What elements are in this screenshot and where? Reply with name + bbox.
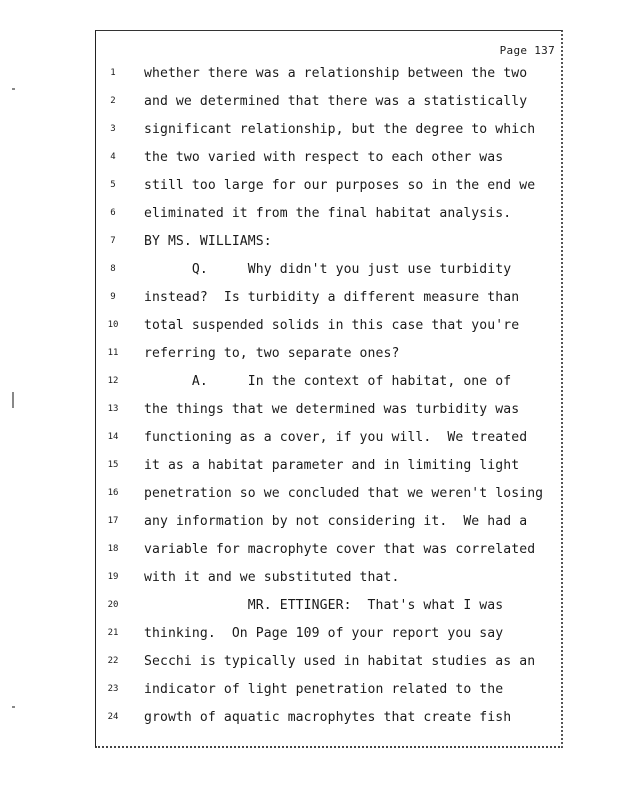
line-number: 5 xyxy=(110,180,116,190)
page-number: Page 137 xyxy=(499,44,555,57)
line-text: Secchi is typically used in habitat studies as an xyxy=(144,654,536,669)
line-text: any information by not considering it. We had a xyxy=(144,514,528,529)
line-number: 17 xyxy=(107,516,119,526)
line-number: 16 xyxy=(107,488,119,498)
transcript-line xyxy=(96,120,562,140)
line-number: 8 xyxy=(110,264,116,274)
line-number: 15 xyxy=(107,460,119,470)
transcript-line xyxy=(96,540,562,560)
line-number: 4 xyxy=(110,152,116,162)
line-number: 18 xyxy=(107,544,119,554)
transcript-line xyxy=(96,372,562,392)
line-text: total suspended solids in this case that you're xyxy=(144,318,520,333)
line-text: growth of aquatic macrophytes that create fish xyxy=(144,710,512,725)
transcript-line xyxy=(96,456,562,476)
line-text: the two varied with respect to each other was xyxy=(144,150,504,165)
transcript-line xyxy=(96,512,562,532)
transcript-line xyxy=(96,316,562,336)
transcript-line xyxy=(96,232,562,252)
line-number: 3 xyxy=(110,124,116,134)
line-number: 10 xyxy=(107,320,119,330)
scan-margin-mark-middle xyxy=(12,392,14,408)
transcript-line xyxy=(96,624,562,644)
line-text: the things that we determined was turbidity was xyxy=(144,402,520,417)
scan-margin-mark-bottom xyxy=(12,706,15,708)
line-number: 12 xyxy=(107,376,119,386)
transcript-line xyxy=(96,428,562,448)
transcript-line xyxy=(96,652,562,672)
transcript-line xyxy=(96,400,562,420)
line-number: 20 xyxy=(107,600,119,610)
line-text: and we determined that there was a statistically xyxy=(144,94,528,109)
line-text: MR. ETTINGER: That's what I was xyxy=(144,598,504,613)
transcript-line xyxy=(96,176,562,196)
transcript-line xyxy=(96,344,562,364)
transcript-line xyxy=(96,260,562,280)
line-number: 13 xyxy=(107,404,119,414)
line-text: eliminated it from the final habitat analysis. xyxy=(144,206,512,221)
line-text: whether there was a relationship between the two xyxy=(144,66,528,81)
line-text: still too large for our purposes so in the end we xyxy=(144,178,536,193)
line-text: functioning as a cover, if you will. We treated xyxy=(144,430,528,445)
transcript-line xyxy=(96,708,562,728)
line-number: 21 xyxy=(107,628,119,638)
line-number: 9 xyxy=(110,292,116,302)
line-text: BY MS. WILLIAMS: xyxy=(144,234,272,249)
line-text: it as a habitat parameter and in limiting light xyxy=(144,458,520,473)
line-text: thinking. On Page 109 of your report you say xyxy=(144,626,504,641)
transcript-line xyxy=(96,596,562,616)
line-text: referring to, two separate ones? xyxy=(144,346,400,361)
line-number: 1 xyxy=(110,68,116,78)
line-text: A. In the context of habitat, one of xyxy=(144,374,512,389)
line-number: 23 xyxy=(107,684,119,694)
transcript-line xyxy=(96,484,562,504)
line-number: 2 xyxy=(110,96,116,106)
transcript-line xyxy=(96,64,562,84)
line-text: significant relationship, but the degree to which xyxy=(144,122,536,137)
transcript-line xyxy=(96,92,562,112)
line-text: indicator of light penetration related to the xyxy=(144,682,504,697)
line-number: 7 xyxy=(110,236,116,246)
line-number: 6 xyxy=(110,208,116,218)
line-text: instead? Is turbidity a different measure than xyxy=(144,290,520,305)
transcript-page xyxy=(95,30,563,748)
line-number: 11 xyxy=(107,348,119,358)
transcript-line xyxy=(96,148,562,168)
transcript-line xyxy=(96,680,562,700)
line-text: with it and we substituted that. xyxy=(144,570,400,585)
transcript-line xyxy=(96,204,562,224)
line-text: Q. Why didn't you just use turbidity xyxy=(144,262,512,277)
transcript-line xyxy=(96,288,562,308)
transcript-line xyxy=(96,568,562,588)
line-text: variable for macrophyte cover that was correlated xyxy=(144,542,536,557)
scan-margin-mark-top xyxy=(12,88,15,90)
line-text: penetration so we concluded that we weren't losing xyxy=(144,486,544,501)
line-number: 22 xyxy=(107,656,119,666)
line-number: 24 xyxy=(107,712,119,722)
line-number: 14 xyxy=(107,432,119,442)
line-number: 19 xyxy=(107,572,119,582)
